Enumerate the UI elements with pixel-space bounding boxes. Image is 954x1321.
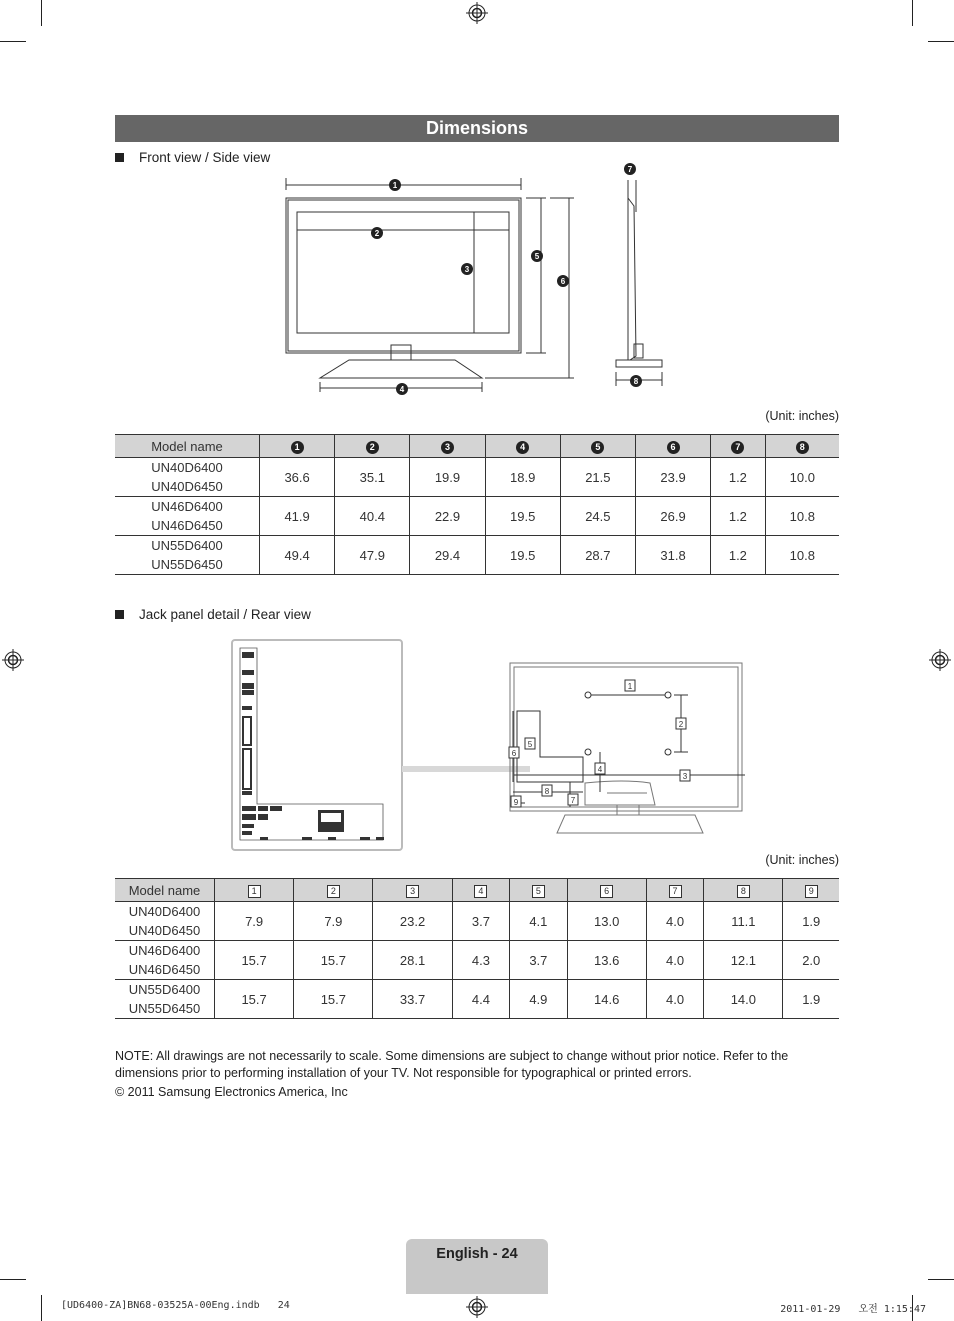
table-cell: 23.9 xyxy=(635,458,710,497)
model-name-cell xyxy=(115,902,215,941)
column-header-8 xyxy=(765,435,839,458)
column-header-model-name: Model name xyxy=(115,435,260,458)
rear-callout-4: 4 xyxy=(597,765,603,774)
callout-1-icon: 1 xyxy=(248,885,261,898)
section-heading-label: Jack panel detail / Rear view xyxy=(139,607,311,622)
print-date-info: 2011-01-29 오전 1:15:47 xyxy=(780,1304,926,1315)
table-cell: 23.2 xyxy=(373,902,452,941)
table-cell: 4.0 xyxy=(646,980,703,1019)
table-cell: 1.2 xyxy=(711,458,766,497)
callout-5-icon: 5 xyxy=(532,885,545,898)
column-header-1 xyxy=(260,435,335,458)
front-callout-8: 8 xyxy=(633,377,639,386)
table-cell: 13.6 xyxy=(567,941,646,980)
note-paragraph xyxy=(115,1048,839,1081)
column-header-7 xyxy=(711,435,766,458)
unit-label: (Unit: inches) xyxy=(765,853,839,867)
table-cell: 26.9 xyxy=(635,497,710,536)
table-cell: 19.9 xyxy=(410,458,485,497)
table-cell: 22.9 xyxy=(410,497,485,536)
rear-callout-9: 9 xyxy=(513,798,519,807)
bullet-square-icon xyxy=(115,153,124,162)
table-cell: 7.9 xyxy=(215,902,294,941)
table-cell: 3.7 xyxy=(452,902,509,941)
table-cell: 49.4 xyxy=(260,536,335,575)
rear-dimensions-table xyxy=(115,878,839,1019)
model-name: UN46D6400 xyxy=(151,499,223,514)
table-cell: 1.2 xyxy=(711,497,766,536)
table-row xyxy=(115,941,839,980)
column-header-6 xyxy=(567,879,646,902)
table-cell: 10.8 xyxy=(765,536,839,575)
table-cell: 21.5 xyxy=(560,458,635,497)
table-cell: 33.7 xyxy=(373,980,452,1019)
callout-8-icon: 8 xyxy=(796,441,809,454)
table-cell: 4.0 xyxy=(646,941,703,980)
front-callout-2: 2 xyxy=(374,229,380,238)
table-cell: 15.7 xyxy=(215,941,294,980)
table-cell: 10.8 xyxy=(765,497,839,536)
table-cell: 4.1 xyxy=(510,902,567,941)
page-number-label: English - 24 xyxy=(436,1246,518,1262)
column-header-4 xyxy=(485,435,560,458)
model-name-cell xyxy=(115,497,260,536)
model-name: UN46D6450 xyxy=(128,962,201,977)
callout-6-icon: 6 xyxy=(667,441,680,454)
section-heading-label: Front view / Side view xyxy=(139,150,271,165)
crop-mark xyxy=(912,0,913,26)
callout-1-icon: 1 xyxy=(291,441,304,454)
table-cell: 40.4 xyxy=(335,497,410,536)
table-cell: 24.5 xyxy=(560,497,635,536)
table-cell: 3.7 xyxy=(510,941,567,980)
callout-6-icon: 6 xyxy=(600,885,613,898)
front-side-view-diagram xyxy=(270,160,680,400)
table-cell: 15.7 xyxy=(294,941,373,980)
table-cell: 31.8 xyxy=(635,536,710,575)
model-name: UN46D6450 xyxy=(151,518,223,533)
column-header-model-name: Model name xyxy=(115,879,215,902)
column-header-3 xyxy=(410,435,485,458)
column-header-9 xyxy=(783,879,839,902)
registration-mark-icon xyxy=(929,649,951,671)
callout-7-icon: 7 xyxy=(669,885,682,898)
model-name: UN55D6450 xyxy=(151,557,223,572)
copyright: © 2011 Samsung Electronics America, Inc xyxy=(115,1085,348,1099)
model-name: UN40D6450 xyxy=(151,479,223,494)
table-cell: 15.7 xyxy=(294,980,373,1019)
front-callout-6: 6 xyxy=(560,277,566,286)
rear-view-diagram xyxy=(505,655,750,840)
column-header-5 xyxy=(510,879,567,902)
table-cell: 35.1 xyxy=(335,458,410,497)
table-row xyxy=(115,536,839,575)
model-name: UN40D6400 xyxy=(128,904,201,919)
model-name: UN55D6450 xyxy=(128,1001,201,1016)
model-name-cell xyxy=(115,980,215,1019)
registration-mark-icon xyxy=(466,1296,488,1318)
table-cell: 19.5 xyxy=(485,497,560,536)
table-cell: 2.0 xyxy=(783,941,839,980)
table-cell: 14.6 xyxy=(567,980,646,1019)
table-cell: 11.1 xyxy=(704,902,783,941)
rear-callout-7: 7 xyxy=(570,796,576,805)
rear-callout-8: 8 xyxy=(544,787,550,796)
crop-mark xyxy=(0,41,26,42)
unit-label: (Unit: inches) xyxy=(765,409,839,423)
column-header-8 xyxy=(704,879,783,902)
jack-panel-diagram xyxy=(230,638,405,853)
table-row xyxy=(115,980,839,1019)
page-title: Dimensions xyxy=(115,115,839,142)
column-header-3 xyxy=(373,879,452,902)
callout-9-icon: 9 xyxy=(805,885,818,898)
callout-5-icon: 5 xyxy=(591,441,604,454)
table-cell: 4.0 xyxy=(646,902,703,941)
table-row xyxy=(115,497,839,536)
bullet-square-icon xyxy=(115,610,124,619)
model-name: UN46D6400 xyxy=(128,943,201,958)
front-callout-3: 3 xyxy=(464,265,470,274)
section-heading-front-view xyxy=(115,150,270,165)
model-name-cell xyxy=(115,536,260,575)
print-file-info: [UD6400-ZA]BN68-03525A-00Eng.indb 24 xyxy=(61,1300,290,1311)
table-cell: 19.5 xyxy=(485,536,560,575)
note-label: NOTE xyxy=(115,1049,150,1063)
section-heading-rear-view xyxy=(115,607,311,622)
column-header-5 xyxy=(560,435,635,458)
rear-callout-3: 3 xyxy=(682,772,688,781)
front-dimensions-table xyxy=(115,434,839,575)
crop-mark xyxy=(0,1279,26,1280)
table-header-row xyxy=(115,879,839,902)
column-header-2 xyxy=(294,879,373,902)
table-cell: 15.7 xyxy=(215,980,294,1019)
table-cell: 13.0 xyxy=(567,902,646,941)
front-callout-1: 1 xyxy=(392,181,398,190)
front-callout-4: 4 xyxy=(399,385,405,394)
model-name: UN55D6400 xyxy=(151,538,223,553)
table-cell: 1.9 xyxy=(783,980,839,1019)
table-row xyxy=(115,458,839,497)
registration-mark-icon xyxy=(2,649,24,671)
table-cell: 36.6 xyxy=(260,458,335,497)
callout-3-icon: 3 xyxy=(441,441,454,454)
table-cell: 10.0 xyxy=(765,458,839,497)
table-row xyxy=(115,902,839,941)
model-name: UN40D6400 xyxy=(151,460,223,475)
callout-3-icon: 3 xyxy=(406,885,419,898)
callout-2-icon: 2 xyxy=(366,441,379,454)
callout-7-icon: 7 xyxy=(731,441,744,454)
column-header-4 xyxy=(452,879,509,902)
table-cell: 4.4 xyxy=(452,980,509,1019)
table-cell: 14.0 xyxy=(704,980,783,1019)
column-header-7 xyxy=(646,879,703,902)
table-cell: 4.3 xyxy=(452,941,509,980)
callout-2-icon: 2 xyxy=(327,885,340,898)
table-cell: 47.9 xyxy=(335,536,410,575)
table-cell: 29.4 xyxy=(410,536,485,575)
table-cell: 4.9 xyxy=(510,980,567,1019)
column-header-6 xyxy=(635,435,710,458)
model-name: UN40D6450 xyxy=(128,923,201,938)
table-header-row xyxy=(115,435,839,458)
front-callout-7: 7 xyxy=(627,165,633,174)
crop-mark xyxy=(41,1295,42,1321)
rear-callout-1: 1 xyxy=(627,682,633,691)
callout-4-icon: 4 xyxy=(474,885,487,898)
rear-callout-6: 6 xyxy=(511,749,517,758)
table-cell: 28.1 xyxy=(373,941,452,980)
table-cell: 12.1 xyxy=(704,941,783,980)
table-cell: 28.7 xyxy=(560,536,635,575)
rear-callout-5: 5 xyxy=(527,740,533,749)
crop-mark xyxy=(928,41,954,42)
registration-mark-icon xyxy=(466,2,488,24)
crop-mark xyxy=(41,0,42,26)
note-text: : All drawings are not necessarily to scale. Some dimensions are subject to change without prior notice. Refer to the dimensions prior to performing installation of your TV. Not responsible for typographical or printed errors. xyxy=(115,1049,789,1080)
table-cell: 1.2 xyxy=(711,536,766,575)
callout-8-icon: 8 xyxy=(737,885,750,898)
table-cell: 7.9 xyxy=(294,902,373,941)
rear-callout-2: 2 xyxy=(678,720,684,729)
front-callout-5: 5 xyxy=(534,252,540,261)
column-header-2 xyxy=(335,435,410,458)
crop-mark xyxy=(928,1279,954,1280)
model-name: UN55D6400 xyxy=(128,982,201,997)
table-cell: 1.9 xyxy=(783,902,839,941)
model-name-cell xyxy=(115,941,215,980)
table-cell: 18.9 xyxy=(485,458,560,497)
callout-4-icon: 4 xyxy=(516,441,529,454)
model-name-cell xyxy=(115,458,260,497)
column-header-1 xyxy=(215,879,294,902)
table-cell: 41.9 xyxy=(260,497,335,536)
